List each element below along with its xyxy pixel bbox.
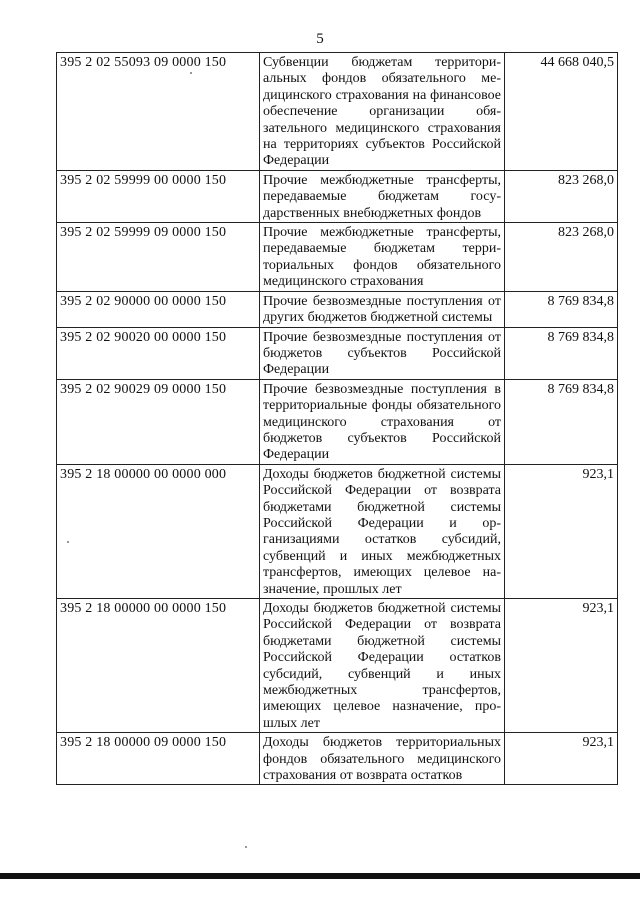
table-row: [57, 733, 618, 785]
scan-speck: [190, 72, 192, 74]
amount-cell: 823 268,0: [505, 170, 618, 222]
table-row: [57, 223, 618, 292]
table-row: [57, 327, 618, 379]
page-number: 5: [316, 31, 324, 47]
revenue-table: [56, 52, 618, 785]
description-cell: Субвенции бюджетам территориальных фондов обязательного медицинского страхования на финансовое обеспечение организации обязательного медицинского страхования на территориях субъектов Российской Федерации: [260, 53, 505, 171]
scan-speck: [67, 541, 69, 543]
scan-speck: [245, 846, 247, 848]
description-cell: Доходы бюджетов бюджетной системы Российской Федерации от возврата бюджетами бюджетной системы Российской Федерации и организациями остатков субсидий, субвенций и иных межбюджетных трансфертов, имеющих целевое назначение, прошлых лет: [260, 464, 505, 598]
budget-code-cell: 395 2 02 59999 00 0000 150: [57, 170, 260, 222]
scan-edge-bar: [0, 873, 640, 879]
budget-code-cell: 395 2 18 00000 00 0000 150: [57, 599, 260, 733]
description-cell: Прочие межбюджетные трансферты, передаваемые бюджетам государственных внебюджетных фондов: [260, 170, 505, 222]
budget-code-cell: 395 2 02 90029 09 0000 150: [57, 379, 260, 464]
budget-code-cell: 395 2 02 90000 00 0000 150: [57, 291, 260, 327]
amount-cell: 923,1: [505, 733, 618, 785]
budget-code-cell: 395 2 18 00000 09 0000 150: [57, 733, 260, 785]
description-cell: Прочие безвозмездные поступления от бюджетов субъектов Российской Федерации: [260, 327, 505, 379]
amount-cell: 44 668 040,5: [505, 53, 618, 171]
amount-cell: 823 268,0: [505, 223, 618, 292]
table-row: [57, 170, 618, 222]
description-cell: Прочие безвозмездные поступления от других бюджетов бюджетной системы: [260, 291, 505, 327]
description-cell: Прочие безвозмездные поступления в территориальные фонды обязательного медицинского страхования от бюджетов субъектов Российской Федерации: [260, 379, 505, 464]
table-row: [57, 379, 618, 464]
amount-cell: 8 769 834,8: [505, 379, 618, 464]
description-cell: Прочие межбюджетные трансферты, передаваемые бюджетам территориальных фондов обязательного медицинского страхования: [260, 223, 505, 292]
amount-cell: 8 769 834,8: [505, 327, 618, 379]
amount-cell: 923,1: [505, 464, 618, 598]
budget-code-cell: 395 2 02 59999 09 0000 150: [57, 223, 260, 292]
budget-code-cell: 395 2 02 55093 09 0000 150: [57, 53, 260, 171]
table-row: [57, 464, 618, 598]
amount-cell: 8 769 834,8: [505, 291, 618, 327]
table-row: [57, 53, 618, 171]
table-row: [57, 291, 618, 327]
amount-cell: 923,1: [505, 599, 618, 733]
table-row: [57, 599, 618, 733]
budget-code-cell: 395 2 18 00000 00 0000 000: [57, 464, 260, 598]
description-cell: Доходы бюджетов территориальных фондов обязательного медицинского страхования от возврата остатков: [260, 733, 505, 785]
revenue-table-body: [57, 53, 618, 785]
budget-code-cell: 395 2 02 90020 00 0000 150: [57, 327, 260, 379]
description-cell: Доходы бюджетов бюджетной системы Российской Федерации от возврата бюджетами бюджетной системы Российской Федерации остатков субсидий, субвенций и иных межбюджетных трансфертов, имеющих целевое назначение, прошлых лет: [260, 599, 505, 733]
